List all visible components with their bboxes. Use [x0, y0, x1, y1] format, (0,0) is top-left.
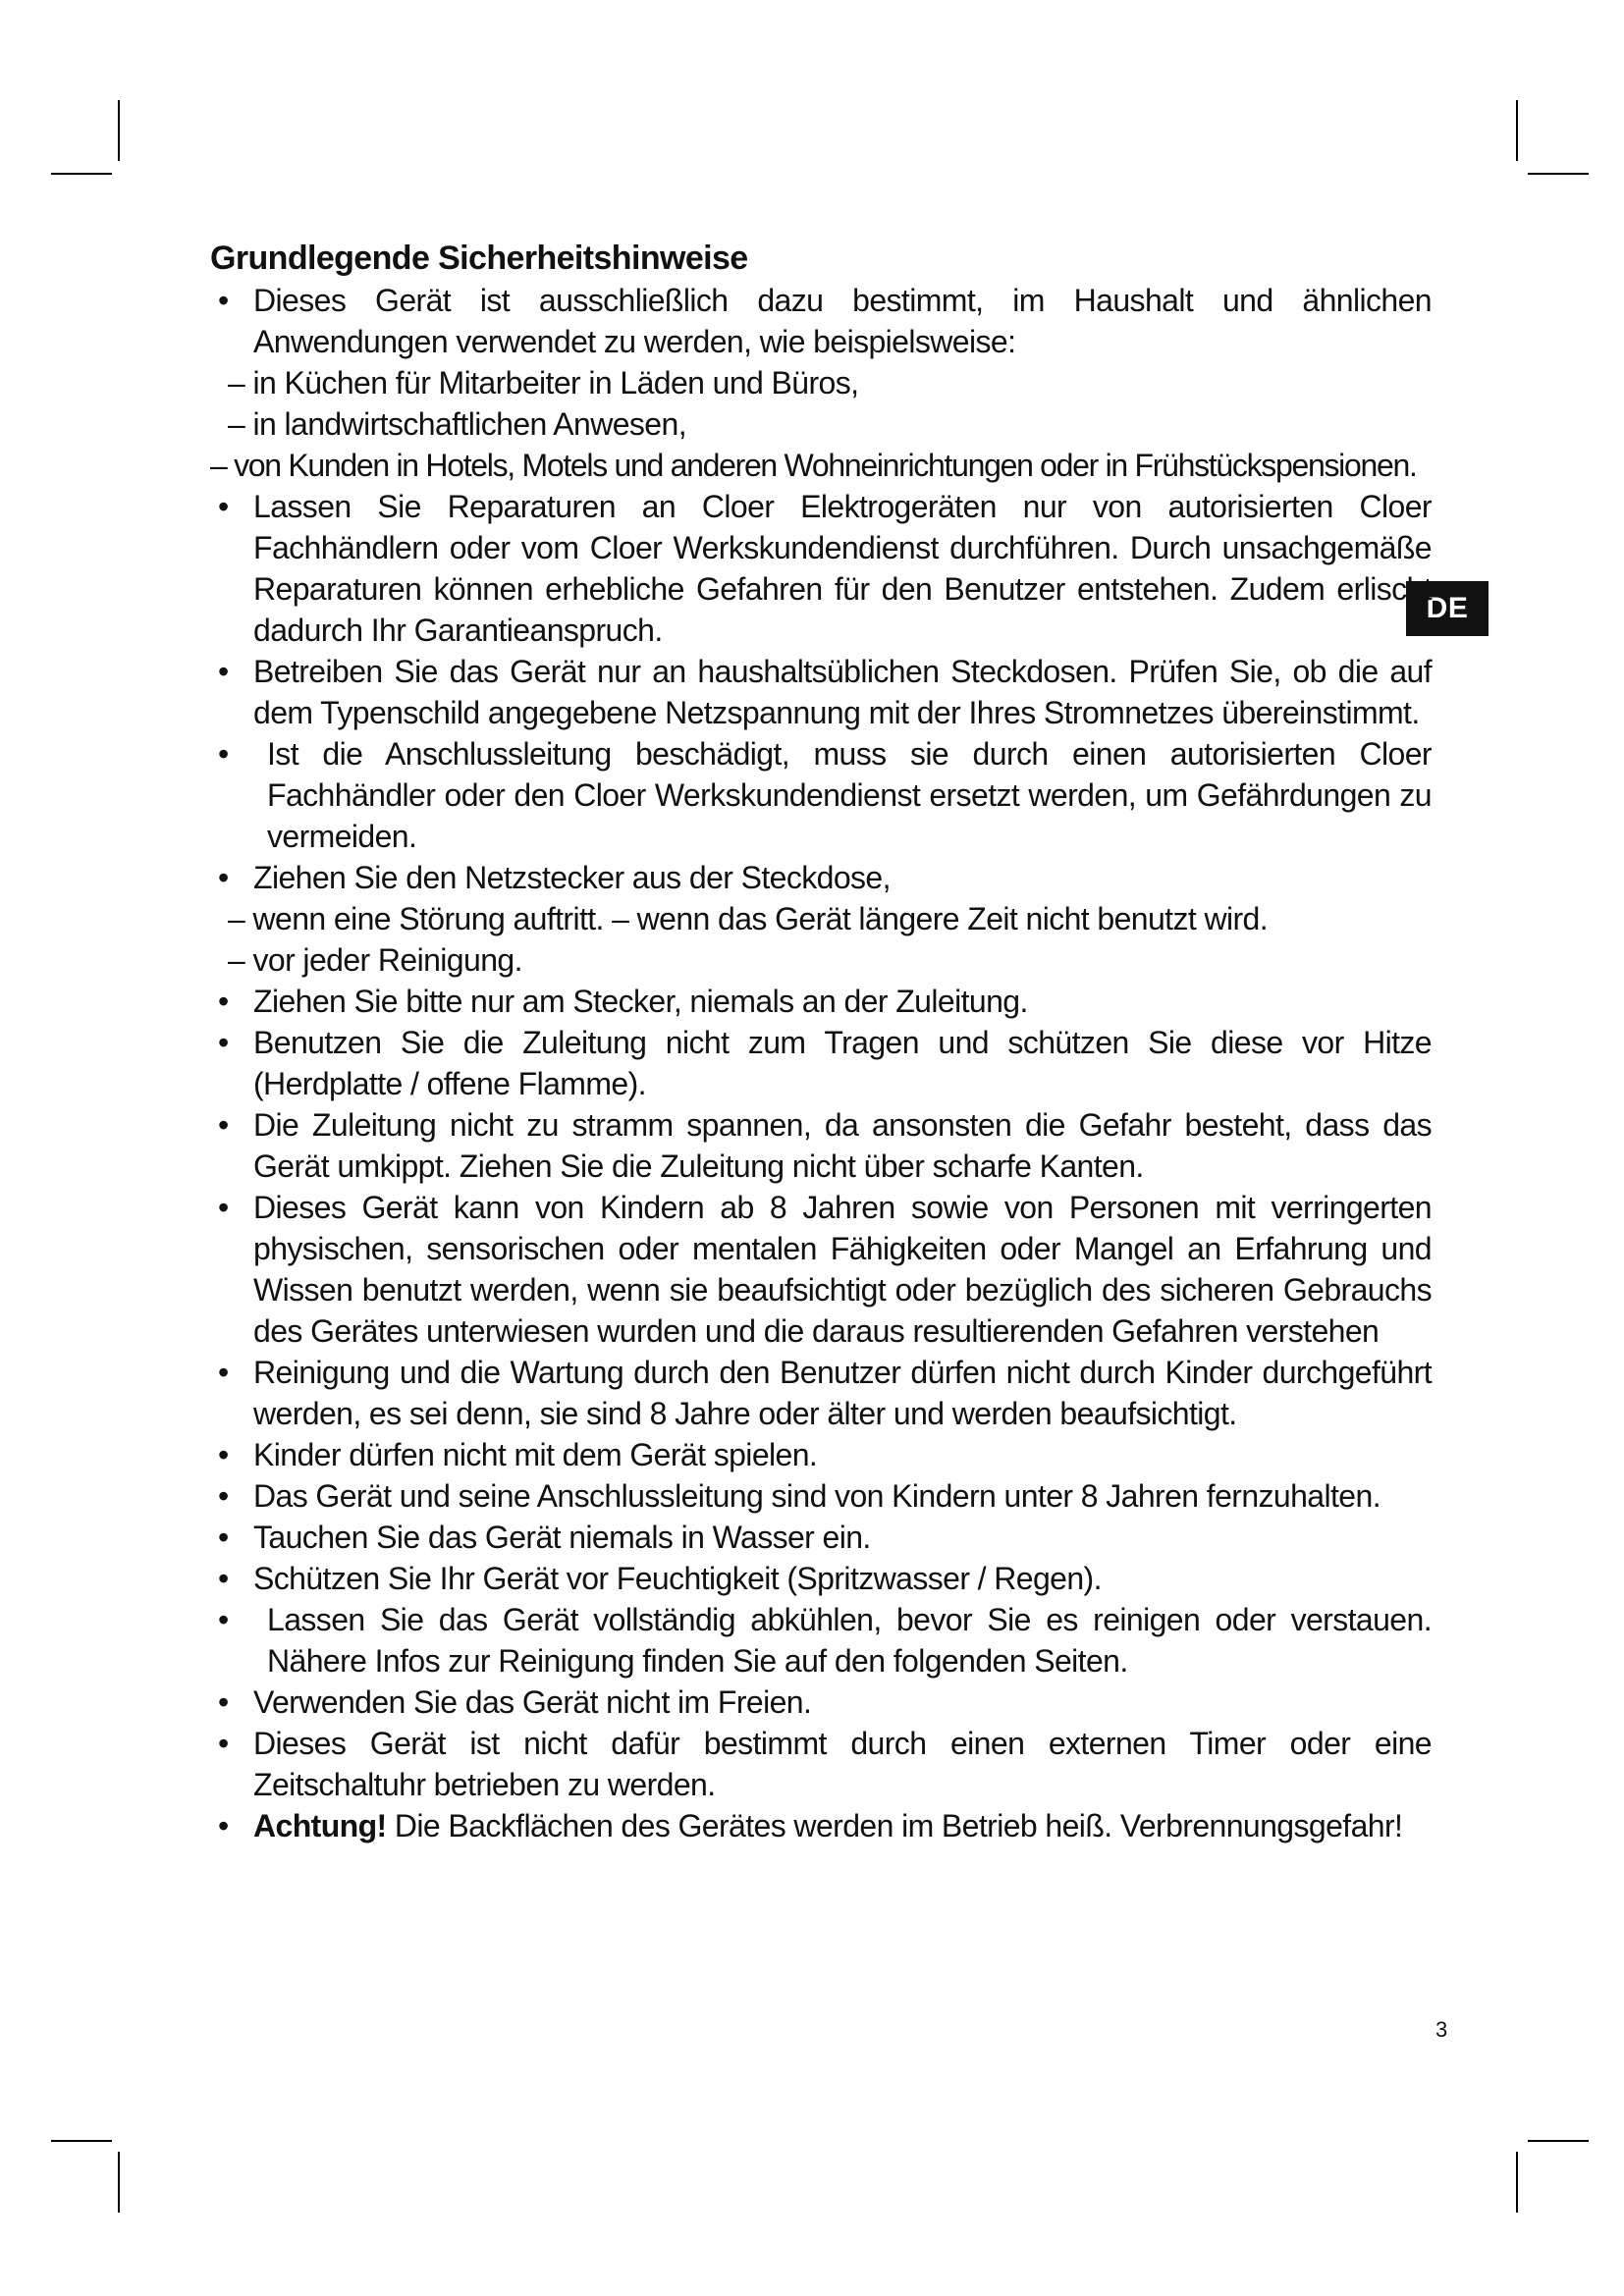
item-text: Ist die Anschlussleitung beschädigt, muss sie durch einen autorisierten Cloer Fachhändler oder den Cloer Werkskundendienst ersetzt werden, um Gefährdungen zu vermeiden.	[267, 736, 1432, 854]
item-text: Die Zuleitung nicht zu stramm spannen, da ansonsten die Gefahr besteht, dass das Gerät umkippt. Ziehen Sie die Zuleitung nicht über scharfe Kanten.	[253, 1107, 1432, 1184]
list-item	[210, 1187, 1432, 1352]
bullet-icon: •	[218, 736, 229, 772]
list-item	[210, 1475, 1432, 1517]
crop-mark-top-right-vertical	[1516, 100, 1518, 161]
list-item	[210, 1104, 1432, 1187]
warning-label: Achtung!	[253, 1808, 387, 1843]
crop-mark-top-left-horizontal	[51, 173, 112, 175]
list-item	[210, 733, 1432, 857]
section-heading: Grundlegende Sicherheitshinweise	[210, 240, 748, 277]
bullet-icon: •	[218, 1437, 229, 1472]
bullet-icon: •	[218, 984, 229, 1019]
item-text: Lassen Sie das Gerät vollständig abkühlen, bevor Sie es reinigen oder verstauen. Nähere Infos zur Reinigung finden Sie auf den folgenden Seiten.	[267, 1602, 1432, 1679]
item-text: Betreiben Sie das Gerät nur an haushaltsüblichen Steckdosen. Prüfen Sie, ob die auf dem Typenschild angegebene Netzspannung mit der Ihres Stromnetzes übereinstimmt.	[253, 654, 1432, 730]
bullet-icon: •	[218, 654, 229, 689]
item-text: Schützen Sie Ihr Gerät vor Feuchtigkeit (Spritzwasser / Regen).	[253, 1561, 1102, 1596]
crop-mark-bottom-left-horizontal	[51, 2140, 112, 2142]
item-text: Tauchen Sie das Gerät niemals in Wasser ein.	[253, 1520, 871, 1555]
bullet-icon: •	[218, 283, 229, 318]
list-item	[210, 486, 1432, 651]
item-text: – in Küchen für Mitarbeiter in Läden und Büros,	[228, 365, 859, 400]
item-text: Das Gerät und seine Anschlussleitung sind von Kindern unter 8 Jahren fernzuhalten.	[253, 1478, 1380, 1514]
bullet-icon: •	[218, 1478, 229, 1514]
sub-list-item	[210, 445, 1432, 486]
crop-mark-bottom-right-horizontal	[1528, 2140, 1589, 2142]
bullet-icon: •	[218, 1726, 229, 1761]
list-item	[210, 981, 1432, 1022]
item-text: – wenn eine Störung auftritt. – wenn das Gerät längere Zeit nicht benutzt wird.	[228, 901, 1269, 936]
list-item	[210, 857, 1432, 898]
sub-list-item	[210, 403, 1432, 445]
item-text: Benutzen Sie die Zuleitung nicht zum Tragen und schützen Sie diese vor Hitze (Herdplatte / offene Flamme).	[253, 1025, 1432, 1101]
bullet-icon: •	[218, 1190, 229, 1225]
item-text: Reinigung und die Wartung durch den Benutzer dürfen nicht durch Kinder durchgeführt werden, es sei denn, sie sind 8 Jahre oder älter und werden beaufsichtigt.	[253, 1355, 1432, 1431]
bullet-icon: •	[218, 1025, 229, 1060]
item-text: Ziehen Sie den Netzstecker aus der Steckdose,	[253, 860, 891, 895]
safety-instructions	[210, 238, 1432, 1846]
language-tab: DE	[1406, 581, 1489, 636]
warning-text: Die Backflächen des Gerätes werden im Betrieb heiß. Verbrennungsgefahr!	[386, 1808, 1403, 1843]
item-text: Verwenden Sie das Gerät nicht im Freien.	[253, 1684, 812, 1720]
list-item	[210, 651, 1432, 733]
sub-list-item	[210, 939, 1432, 981]
crop-mark-bottom-right-vertical	[1516, 2152, 1518, 2213]
instruction-list	[210, 280, 1432, 1805]
item-text: – von Kunden in Hotels, Motels und anderen Wohneinrichtungen oder in Frühstückspensionen.	[210, 448, 1417, 483]
list-item	[210, 1434, 1432, 1475]
item-text: Lassen Sie Reparaturen an Cloer Elektrogeräten nur von autorisierten Cloer Fachhändlern oder vom Cloer Werkskundendienst durchführen. Durch unsachgemäße Reparaturen können erhebliche Gefahren für den Benutzer entstehen. Zudem erlischt dadurch Ihr Garantieanspruch.	[253, 489, 1432, 648]
sub-list-item	[210, 362, 1432, 403]
list-item	[210, 1723, 1432, 1805]
bullet-icon: •	[218, 1107, 229, 1143]
crop-mark-bottom-left-vertical	[118, 2152, 120, 2213]
list-item	[210, 1352, 1432, 1434]
list-item	[210, 280, 1432, 362]
list-item	[210, 1599, 1432, 1682]
item-text: Dieses Gerät kann von Kindern ab 8 Jahren sowie von Personen mit verringerten physischen, sensorischen oder mentalen Fähigkeiten oder Mangel an Erfahrung und Wissen benutzt werden, wenn sie beaufsichtigt oder bezüglich des sicheren Gebrauchs des Gerätes unterwiesen wurden und die daraus resultierenden Gefahren verstehen	[253, 1190, 1432, 1349]
list-item	[210, 1517, 1432, 1558]
bullet-icon: •	[218, 1355, 229, 1390]
crop-mark-top-right-horizontal	[1528, 173, 1589, 175]
item-text: Ziehen Sie bitte nur am Stecker, niemals an der Zuleitung.	[253, 984, 1028, 1019]
item-text: Dieses Gerät ist ausschließlich dazu bestimmt, im Haushalt und ähnlichen Anwendungen verwendet zu werden, wie beispielsweise:	[253, 283, 1432, 359]
crop-mark-top-left-vertical	[118, 100, 120, 161]
list-item	[210, 1558, 1432, 1599]
bullet-icon: •	[218, 1602, 229, 1637]
list-item	[210, 1022, 1432, 1104]
bullet-icon: •	[218, 860, 229, 895]
sub-list-item	[210, 898, 1432, 939]
item-text: – vor jeder Reinigung.	[228, 942, 522, 978]
bullet-icon: •	[218, 1520, 229, 1555]
item-text: Kinder dürfen nicht mit dem Gerät spielen.	[253, 1437, 818, 1472]
item-text: Dieses Gerät ist nicht dafür bestimmt durch einen externen Timer oder eine Zeitschaltuhr betrieben zu werden.	[253, 1726, 1432, 1802]
item-text: – in landwirtschaftlichen Anwesen,	[228, 406, 686, 442]
list-item	[210, 1682, 1432, 1723]
warning-item	[210, 1805, 1432, 1846]
bullet-icon: •	[218, 1808, 229, 1843]
bullet-icon: •	[218, 1684, 229, 1720]
bullet-icon: •	[218, 1561, 229, 1596]
bullet-icon: •	[218, 489, 229, 524]
page-number: 3	[1435, 2017, 1448, 2042]
